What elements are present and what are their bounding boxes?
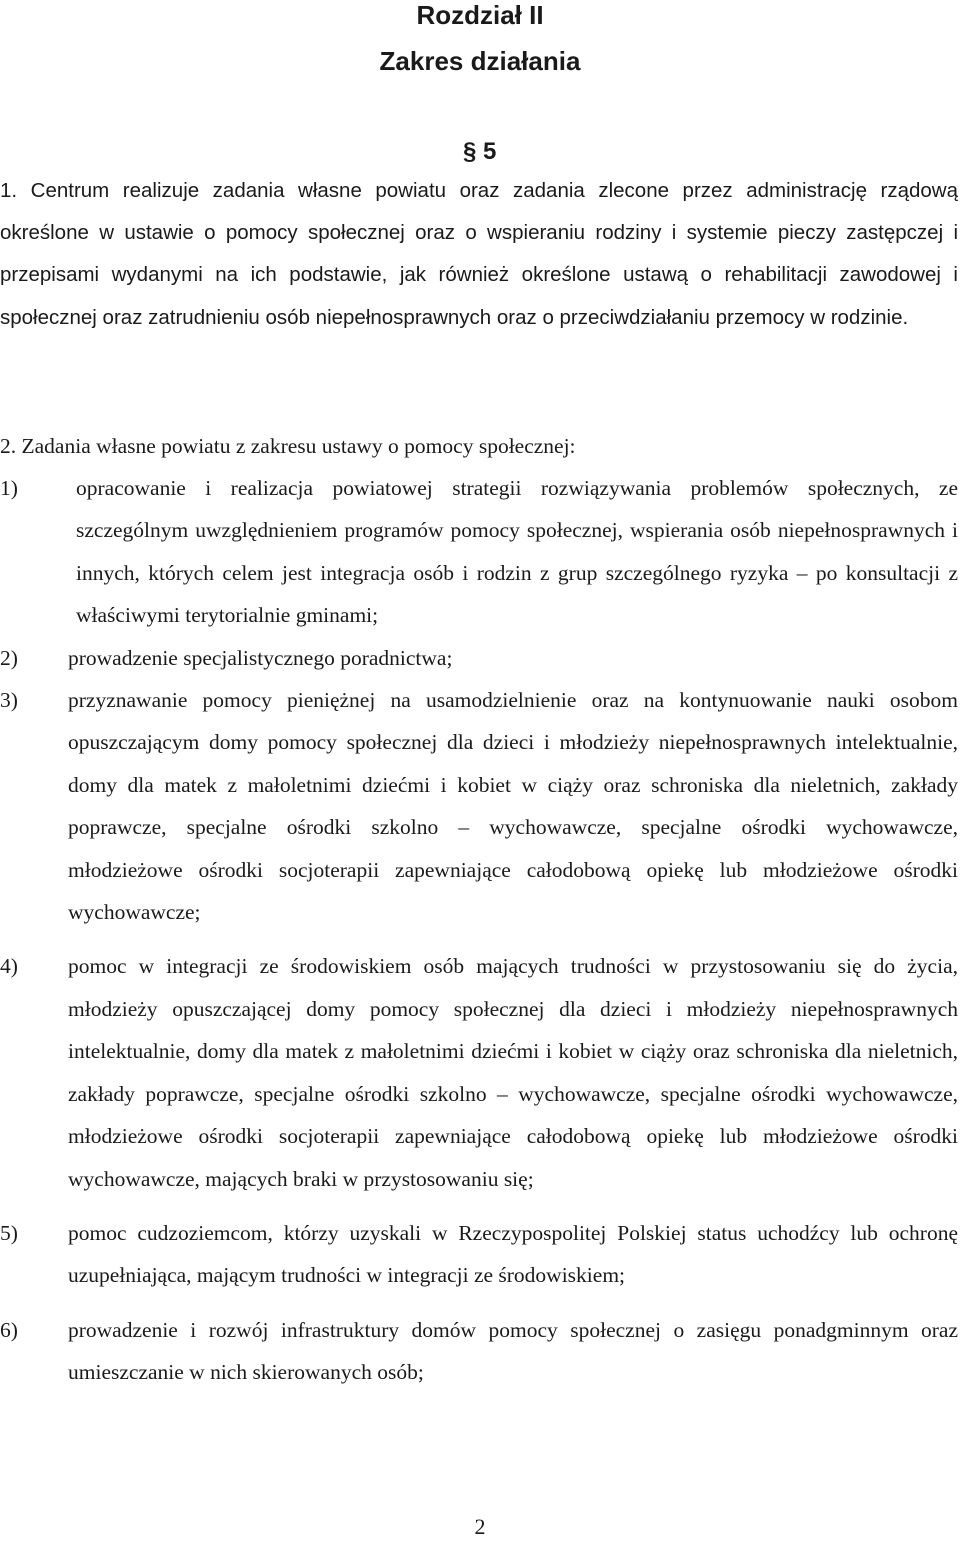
list-item-text: pomoc w integracji ze środowiskiem osób mających trudności w przystosowaniu się do życia, młodzieży opuszczającej domy pomocy społecznej dla dzieci i młodzieży niepełnosprawnych intelektualnie, domy dla matek z małoletnimi dziećmi i kobiet w ciąży oraz schroniska dla nieletnich, zakłady poprawcze, specjalne ośrodki szkolno – wychowawcze, specjalne ośrodki wychowawcze, młodzieżowe ośrodki socjoterapii zapewniające całodobową opiekę lub młodzieżowe ośrodki wychowawcze, mających braki w przystosowaniu się; — [68, 954, 958, 1191]
list-item-number: 4) — [0, 954, 18, 979]
chapter-subtitle: Zakres działania — [379, 46, 581, 76]
list-item-number: 3) — [0, 688, 18, 713]
list-item-text: prowadzenie specjalistycznego poradnictwa; — [68, 645, 453, 670]
list-item — [0, 1309, 958, 1394]
list-item-number: 6) — [0, 1317, 18, 1342]
list-item-text: prowadzenie i rozwój infrastruktury domów pomocy społecznej o zasięgu ponadgminnym oraz umieszczanie w nich skierowanych osób; — [68, 1317, 958, 1385]
paragraph-1 — [0, 170, 958, 339]
paragraph-2-intro — [0, 425, 958, 467]
page-number: 2 — [474, 1514, 486, 1539]
task-list — [0, 467, 958, 1394]
list-item — [0, 1212, 958, 1297]
list-item-number: 5) — [0, 1220, 18, 1245]
list-item — [0, 679, 958, 933]
list-item — [0, 467, 958, 637]
list-item-number: 1) — [0, 476, 18, 500]
paragraph-1-text: Centrum realizuje zadania własne powiatu oraz zadania zlecone przez administrację rządową określone w ustawie o pomocy społecznej oraz o wspieraniu rodziny i systemie pieczy zastępczej i przepisami wydanymi na ich podstawie, jak również określone ustawą o rehabilitacji zawodowej i społecznej oraz zatrudnieniu osób niepełnosprawnych oraz o przeciwdziałaniu przemocy w rodzinie. — [0, 179, 958, 329]
list-item-number: 2) — [0, 645, 18, 670]
section-sign: § 5 — [463, 138, 497, 165]
list-item-text: opracowanie i realizacja powiatowej strategii rozwiązywania problemów społecznych, ze szczególnym uwzględnieniem programów pomocy społecznej, wspierania osób niepełnosprawnych i innych, których celem jest integracja osób i rodzin z grup szczególnego ryzyka – po konsultacji z właściwymi terytorialnie gminami; — [76, 476, 958, 628]
paragraph-1-number: 1. — [0, 179, 18, 202]
list-item — [0, 945, 958, 1199]
list-item — [0, 637, 958, 679]
chapter-title: Rozdział II — [416, 0, 544, 30]
list-item-text: pomoc cudzoziemcom, którzy uzyskali w Rzeczypospolitej Polskiej status uchodźcy lub ochronę uzupełniająca, mającym trudności w integracji ze środowiskiem; — [68, 1220, 958, 1288]
paragraph-2-number: 2. — [0, 434, 17, 458]
paragraph-2-intro-text: Zadania własne powiatu z zakresu ustawy o pomocy społecznej: — [21, 434, 576, 458]
list-item-text: przyznawanie pomocy pieniężnej na usamodzielnienie oraz na kontynuowanie nauki osobom opuszczającym domy pomocy społecznej dla dzieci i młodzieży niepełnosprawnych intelektualnie, domy dla matek z małoletnimi dziećmi i kobiet w ciąży oraz schroniska dla nieletnich, zakłady poprawcze, specjalne ośrodki szkolno – wychowawcze, specjalne ośrodki wychowawcze, młodzieżowe ośrodki socjoterapii zapewniające całodobową opiekę lub młodzieżowe ośrodki wychowawcze; — [68, 688, 958, 925]
